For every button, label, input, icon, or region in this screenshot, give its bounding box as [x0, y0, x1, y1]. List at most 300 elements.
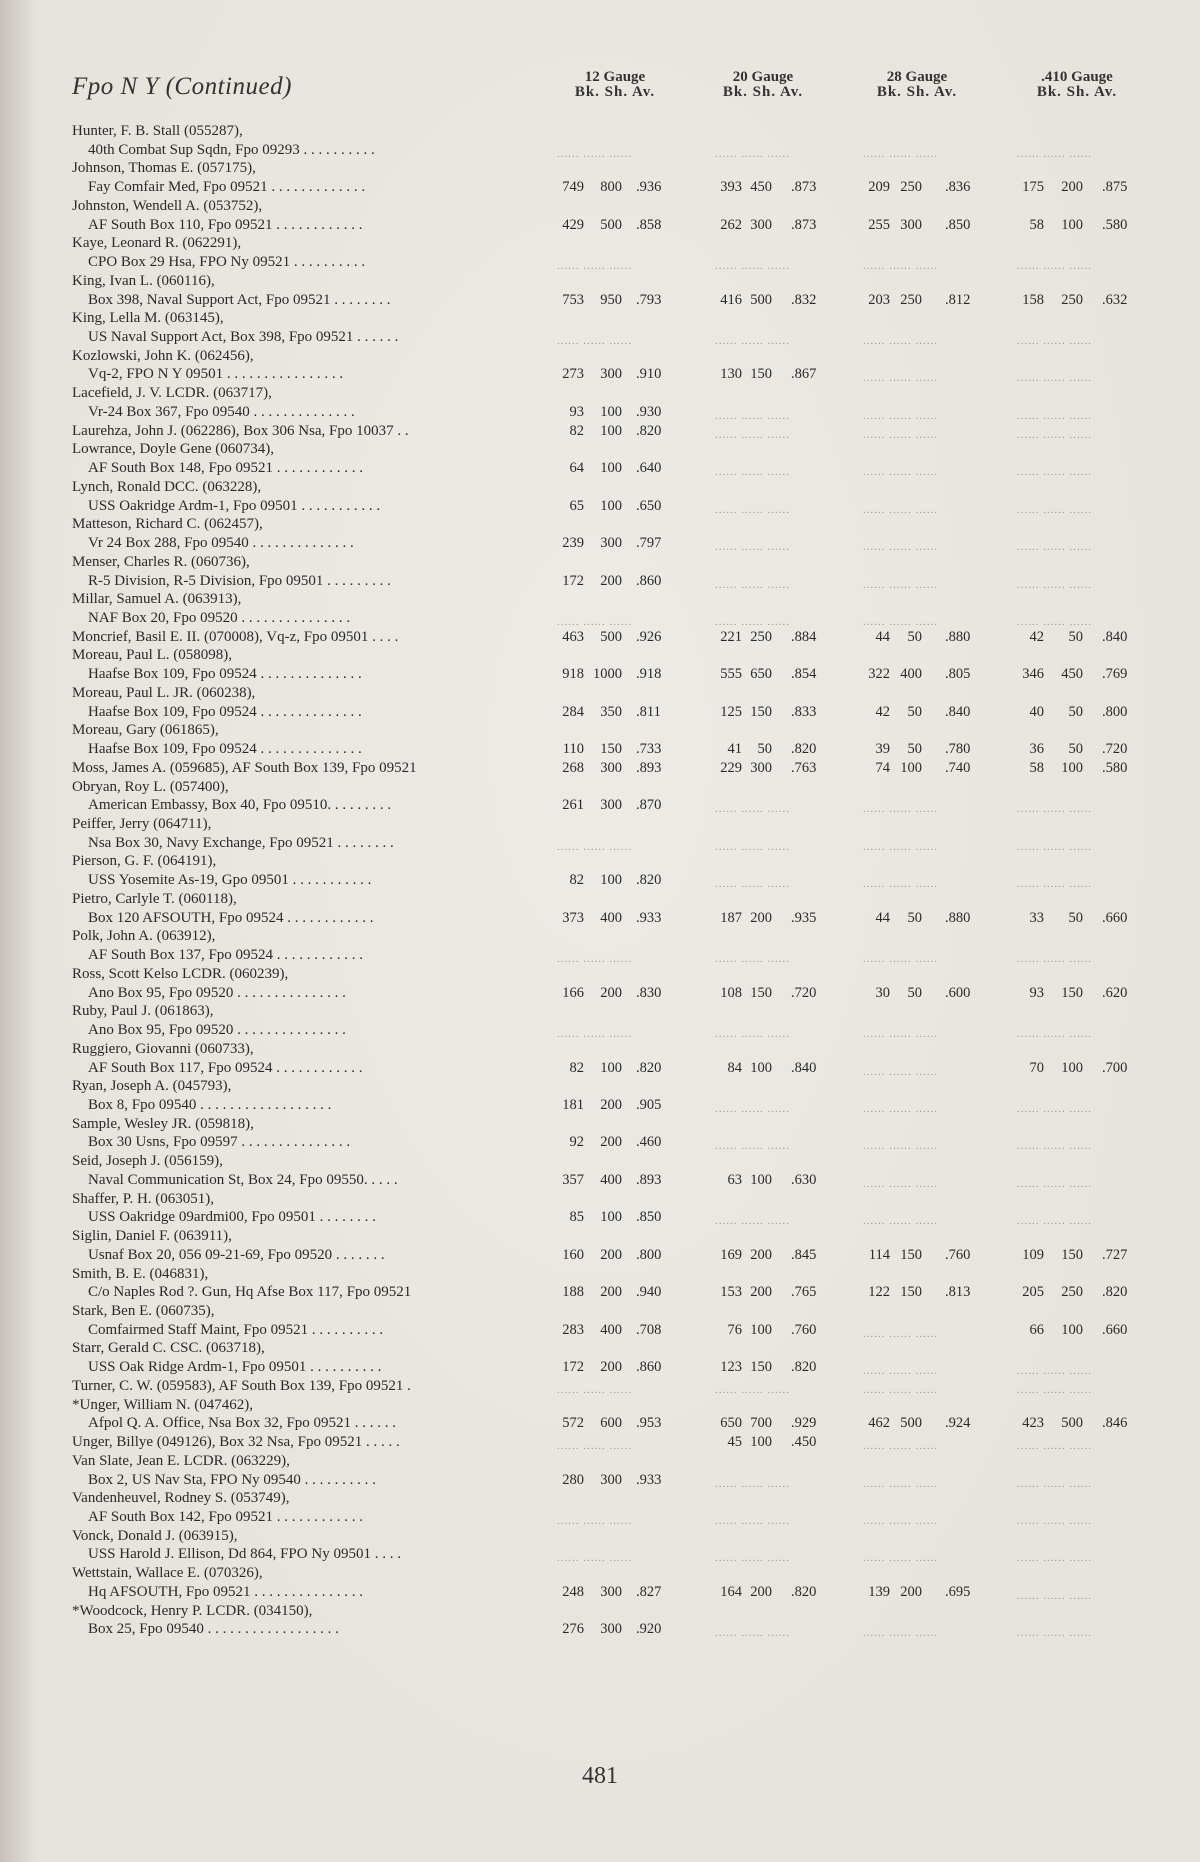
stat-sh: 50	[1068, 909, 1083, 926]
empty-cell-placeholder: ...... ...... ......	[715, 1215, 790, 1228]
stat-av: .893	[636, 1171, 662, 1188]
list-row	[0, 740, 1200, 759]
stat-av: .580	[1102, 759, 1128, 776]
empty-cell-placeholder: ...... ...... ......	[1017, 1589, 1092, 1602]
stat-av: .660	[1102, 1321, 1128, 1338]
stat-av: .873	[791, 179, 817, 196]
entry-address: USS Oakridge 09ardmi00, Fpo 09501 . . . . . . . .	[88, 1209, 376, 1226]
stat-sh: 400	[600, 1171, 622, 1188]
empty-cell-placeholder: ...... ...... ......	[863, 1102, 938, 1115]
stat-bk: 130	[720, 366, 742, 383]
empty-cell-placeholder: ...... ...... ......	[557, 1440, 632, 1453]
empty-cell-placeholder: ...... ...... ......	[863, 372, 938, 385]
entry-address: CPO Box 29 Hsa, FPO Ny 09521 . . . . . . . . . .	[88, 254, 366, 271]
stat-bk: 33	[1029, 909, 1044, 926]
entry-name: Stark, Ben E. (060735),	[72, 1302, 215, 1319]
stat-sh: 100	[600, 497, 622, 514]
gauge-subheader: Bk. Sh. Av.	[876, 84, 958, 100]
entry-name: Johnston, Wendell A. (053752),	[72, 197, 263, 214]
stat-sh: 200	[600, 572, 622, 589]
entry-address: R-5 Division, R-5 Division, Fpo 09501 . . . . . . . . .	[88, 572, 391, 589]
list-row	[0, 796, 1200, 815]
stat-av: .840	[791, 1059, 817, 1076]
entry-name: Millar, Samuel A. (063913),	[72, 591, 242, 608]
stat-bk: 110	[562, 741, 584, 758]
stat-av: .800	[636, 1246, 662, 1263]
list-row	[0, 965, 1200, 984]
empty-cell-placeholder: ...... ...... ......	[863, 147, 938, 160]
list-row	[0, 159, 1200, 178]
stat-av: .793	[636, 291, 662, 308]
stat-av: .800	[1102, 703, 1128, 720]
stat-sh: 200	[750, 909, 772, 926]
stat-bk: 66	[1029, 1321, 1044, 1338]
list-row	[0, 646, 1200, 665]
empty-cell-placeholder: ...... ...... ......	[715, 541, 790, 554]
list-row	[0, 384, 1200, 403]
gauge-subheader: Bk. Sh. Av.	[1036, 84, 1118, 100]
stat-sh: 250	[1061, 1284, 1083, 1301]
empty-cell-placeholder: ...... ...... ......	[1017, 428, 1092, 441]
list-row	[0, 1414, 1200, 1433]
stat-av: .765	[791, 1284, 817, 1301]
empty-cell-placeholder: ...... ...... ......	[715, 503, 790, 516]
list-row	[0, 665, 1200, 684]
stat-bk: 650	[720, 1415, 742, 1432]
empty-cell-placeholder: ...... ...... ......	[557, 615, 632, 628]
stat-sh: 50	[907, 909, 922, 926]
list-row	[0, 1190, 1200, 1209]
list-row	[0, 1115, 1200, 1134]
empty-cell-placeholder: ...... ...... ......	[715, 260, 790, 273]
stat-bk: 63	[727, 1171, 742, 1188]
list-row	[0, 234, 1200, 253]
stat-sh: 500	[600, 216, 622, 233]
stat-bk: 918	[562, 666, 584, 683]
entry-name: Ross, Scott Kelso LCDR. (060239),	[72, 965, 289, 982]
empty-cell-placeholder: ...... ...... ......	[557, 1515, 632, 1528]
entry-address: Box 2, US Nav Sta, FPO Ny 09540 . . . . . . . . . .	[88, 1471, 376, 1488]
stat-sh: 950	[600, 291, 622, 308]
empty-cell-placeholder: ...... ...... ......	[557, 840, 632, 853]
list-row	[0, 1208, 1200, 1227]
stat-bk: 169	[720, 1246, 742, 1263]
list-row	[0, 1021, 1200, 1040]
entry-address: USS Harold J. Ellison, Dd 864, FPO Ny 09501 . . . .	[88, 1546, 401, 1563]
stat-av: .812	[945, 291, 971, 308]
empty-cell-placeholder: ...... ...... ......	[1017, 260, 1092, 273]
stat-bk: 93	[569, 403, 584, 420]
stat-av: .924	[945, 1415, 971, 1432]
list-row	[0, 684, 1200, 703]
stat-bk: 172	[562, 572, 584, 589]
entry-name: King, Ivan L. (060116),	[72, 272, 215, 289]
entry-address: Hq AFSOUTH, Fpo 09521 . . . . . . . . . . . . . . .	[88, 1583, 364, 1600]
stat-bk: 139	[868, 1583, 890, 1600]
gauge-subheader: Bk. Sh. Av.	[722, 84, 804, 100]
empty-cell-placeholder: ...... ...... ......	[863, 1627, 938, 1640]
list-row	[0, 365, 1200, 384]
stat-av: .820	[1102, 1284, 1128, 1301]
gauge-label: .410 Gauge	[1041, 69, 1113, 85]
stat-sh: 50	[1068, 703, 1083, 720]
empty-cell-placeholder: ...... ...... ......	[557, 260, 632, 273]
stat-av: .929	[791, 1415, 817, 1432]
list-row	[0, 1489, 1200, 1508]
stat-av: .910	[636, 366, 662, 383]
list-row	[0, 1227, 1200, 1246]
list-row	[0, 1396, 1200, 1415]
stat-sh: 500	[750, 291, 772, 308]
stat-sh: 150	[1061, 984, 1083, 1001]
entry-address: Box 8, Fpo 09540 . . . . . . . . . . . . . . . . . .	[88, 1096, 332, 1113]
empty-cell-placeholder: ...... ...... ......	[863, 1327, 938, 1340]
stat-av: .832	[791, 291, 817, 308]
stat-bk: 153	[720, 1284, 742, 1301]
stat-sh: 100	[900, 759, 922, 776]
empty-cell-placeholder: ...... ...... ......	[715, 147, 790, 160]
entry-address: Vq-2, FPO N Y 09501 . . . . . . . . . . . . . . . .	[88, 366, 344, 383]
gauge-subheader: Bk. Sh. Av.	[574, 84, 656, 100]
list-row	[0, 1527, 1200, 1546]
entry-address: NAF Box 20, Fpo 09520 . . . . . . . . . . . . . . .	[88, 609, 351, 626]
stat-bk: 84	[727, 1059, 742, 1076]
stat-sh: 50	[907, 628, 922, 645]
stat-sh: 50	[907, 703, 922, 720]
stat-sh: 250	[900, 291, 922, 308]
empty-cell-placeholder: ...... ...... ......	[863, 840, 938, 853]
stat-av: .870	[636, 797, 662, 814]
stat-sh: 150	[750, 703, 772, 720]
list-row	[0, 572, 1200, 591]
stat-sh: 250	[1061, 291, 1083, 308]
list-row	[0, 347, 1200, 366]
entry-address: AF South Box 110, Fpo 09521 . . . . . . . . . . . .	[88, 216, 363, 233]
stat-sh: 200	[600, 1096, 622, 1113]
empty-cell-placeholder: ...... ...... ......	[863, 503, 938, 516]
empty-cell-placeholder: ...... ...... ......	[1017, 1365, 1092, 1378]
stat-bk: 181	[562, 1096, 584, 1113]
stat-sh: 1000	[593, 666, 622, 683]
entry-name: Kaye, Leonard R. (062291),	[72, 235, 242, 252]
empty-cell-placeholder: ...... ...... ......	[1017, 1515, 1092, 1528]
list-row	[0, 1377, 1200, 1396]
list-row	[0, 178, 1200, 197]
stat-av: .840	[1102, 628, 1128, 645]
empty-cell-placeholder: ...... ...... ......	[863, 1065, 938, 1078]
list-row	[0, 497, 1200, 516]
stat-sh: 500	[1061, 1415, 1083, 1432]
stat-sh: 300	[600, 797, 622, 814]
empty-cell-placeholder: ...... ...... ......	[715, 1477, 790, 1490]
empty-cell-placeholder: ...... ...... ......	[863, 1028, 938, 1041]
empty-cell-placeholder: ...... ...... ......	[715, 1140, 790, 1153]
stat-av: .850	[636, 1209, 662, 1226]
entry-name: Polk, John A. (063912),	[72, 928, 216, 945]
stat-sh: 600	[600, 1415, 622, 1432]
list-row	[0, 1265, 1200, 1284]
list-row	[0, 1602, 1200, 1621]
stat-av: .867	[791, 366, 817, 383]
stat-av: .940	[636, 1284, 662, 1301]
stat-bk: 205	[1022, 1284, 1044, 1301]
stat-sh: 50	[1068, 628, 1083, 645]
stat-sh: 200	[1061, 179, 1083, 196]
entry-name: Moreau, Paul L. (058098),	[72, 647, 232, 664]
empty-cell-placeholder: ...... ...... ......	[1017, 1552, 1092, 1565]
stat-av: .873	[791, 216, 817, 233]
entry-address: Afpol Q. A. Office, Nsa Box 32, Fpo 09521 . . . . . .	[88, 1415, 397, 1432]
stat-bk: 58	[1029, 216, 1044, 233]
stat-av: .836	[945, 179, 971, 196]
stat-sh: 400	[900, 666, 922, 683]
stat-sh: 300	[600, 1471, 622, 1488]
entry-address: C/o Naples Rod ?. Gun, Hq Afse Box 117, Fpo 09521	[88, 1284, 412, 1301]
list-row	[0, 141, 1200, 160]
stat-av: .630	[791, 1171, 817, 1188]
stat-bk: 463	[562, 628, 584, 645]
empty-cell-placeholder: ...... ...... ......	[1017, 466, 1092, 479]
list-row	[0, 1096, 1200, 1115]
empty-cell-placeholder: ...... ...... ......	[863, 1215, 938, 1228]
stat-bk: 268	[562, 759, 584, 776]
empty-cell-placeholder: ...... ...... ......	[1017, 878, 1092, 891]
empty-cell-placeholder: ...... ...... ......	[1017, 1140, 1092, 1153]
stat-bk: 82	[569, 872, 584, 889]
entry-address: AF South Box 137, Fpo 09524 . . . . . . . . . . . .	[88, 947, 364, 964]
list-row	[0, 1545, 1200, 1564]
stat-bk: 187	[720, 909, 742, 926]
list-row	[0, 721, 1200, 740]
stat-av: .813	[945, 1284, 971, 1301]
entry-name: Ruggiero, Giovanni (060733),	[72, 1040, 254, 1057]
stat-av: .820	[791, 741, 817, 758]
entry-address: American Embassy, Box 40, Fpo 09510. . . . . . . . .	[88, 797, 392, 814]
empty-cell-placeholder: ...... ...... ......	[863, 578, 938, 591]
stat-av: .600	[945, 984, 971, 1001]
stat-av: .820	[791, 1359, 817, 1376]
entry-name: Vandenheuvel, Rodney S. (053749),	[72, 1490, 290, 1507]
list-row	[0, 440, 1200, 459]
stat-bk: 39	[875, 741, 890, 758]
empty-cell-placeholder: ...... ...... ......	[1017, 1177, 1092, 1190]
empty-cell-placeholder: ...... ...... ......	[715, 1102, 790, 1115]
list-row	[0, 515, 1200, 534]
gauge-label: 28 Gauge	[886, 69, 948, 85]
stat-sh: 350	[600, 703, 622, 720]
stat-av: .846	[1102, 1415, 1128, 1432]
stat-bk: 44	[875, 628, 890, 645]
stat-av: .860	[636, 1359, 662, 1376]
entry-address: AF South Box 148, Fpo 09521 . . . . . . . . . . . .	[88, 460, 364, 477]
list-row	[0, 759, 1200, 778]
list-row	[0, 778, 1200, 797]
stat-sh: 100	[600, 872, 622, 889]
stat-av: .926	[636, 628, 662, 645]
entry-address: Naval Communication St, Box 24, Fpo 09550. . . . .	[88, 1171, 398, 1188]
stat-bk: 164	[720, 1583, 742, 1600]
entry-name: Pietro, Carlyle T. (060118),	[72, 890, 237, 907]
stat-bk: 123	[720, 1359, 742, 1376]
list-row	[0, 534, 1200, 553]
empty-cell-placeholder: ...... ...... ......	[715, 840, 790, 853]
entry-address: 40th Combat Sup Sqdn, Fpo 09293 . . . . . . . . . .	[88, 141, 375, 158]
stat-sh: 100	[750, 1321, 772, 1338]
empty-cell-placeholder: ...... ...... ......	[715, 615, 790, 628]
stat-sh: 700	[750, 1415, 772, 1432]
stat-bk: 74	[875, 759, 890, 776]
stat-av: .827	[636, 1583, 662, 1600]
list-row	[0, 1059, 1200, 1078]
list-row	[0, 122, 1200, 141]
stat-bk: 416	[720, 291, 742, 308]
stat-sh: 100	[1061, 759, 1083, 776]
empty-cell-placeholder: ...... ...... ......	[1017, 840, 1092, 853]
stat-av: .720	[1102, 741, 1128, 758]
empty-cell-placeholder: ...... ...... ......	[863, 428, 938, 441]
list-row	[0, 946, 1200, 965]
stat-av: .905	[636, 1096, 662, 1113]
entry-address: Ano Box 95, Fpo 09520 . . . . . . . . . . . . . . .	[88, 1022, 346, 1039]
stat-av: .953	[636, 1415, 662, 1432]
stat-sh: 500	[600, 628, 622, 645]
entry-name: Van Slate, Jean E. LCDR. (063229),	[72, 1452, 290, 1469]
stat-av: .933	[636, 909, 662, 926]
stat-bk: 429	[562, 216, 584, 233]
entry-address: Haafse Box 109, Fpo 09524 . . . . . . . . . . . . . .	[88, 666, 362, 683]
stat-av: .820	[636, 422, 662, 439]
stat-bk: 172	[562, 1359, 584, 1376]
entry-name: Moreau, Gary (061865),	[72, 722, 219, 739]
stat-sh: 50	[1068, 741, 1083, 758]
list-row	[0, 422, 1200, 441]
stat-av: .820	[636, 1059, 662, 1076]
empty-cell-placeholder: ...... ...... ......	[863, 1477, 938, 1490]
stat-av: .820	[636, 872, 662, 889]
entry-name: Moss, James A. (059685), AF South Box 139, Fpo 09521	[72, 759, 417, 776]
stat-av: .695	[945, 1583, 971, 1600]
stat-bk: 248	[562, 1583, 584, 1600]
entry-name: *Woodcock, Henry P. LCDR. (034150),	[72, 1602, 313, 1619]
stat-av: .700	[1102, 1059, 1128, 1076]
empty-cell-placeholder: ...... ...... ......	[1017, 1102, 1092, 1115]
stat-av: .893	[636, 759, 662, 776]
entry-name: Unger, Billye (049126), Box 32 Nsa, Fpo 09521 . . . . .	[72, 1434, 400, 1451]
list-row	[0, 309, 1200, 328]
column-header-410-gauge	[1018, 70, 1136, 100]
stat-av: .935	[791, 909, 817, 926]
list-row	[0, 1283, 1200, 1302]
list-row	[0, 909, 1200, 928]
list-row	[0, 1077, 1200, 1096]
stat-av: .936	[636, 179, 662, 196]
list-row	[0, 1471, 1200, 1490]
stat-bk: 175	[1022, 179, 1044, 196]
stat-sh: 150	[750, 366, 772, 383]
stat-av: .797	[636, 535, 662, 552]
entry-name: Lacefield, J. V. LCDR. (063717),	[72, 385, 272, 402]
empty-cell-placeholder: ...... ...... ......	[863, 1440, 938, 1453]
list-row	[0, 984, 1200, 1003]
list-row	[0, 1152, 1200, 1171]
entry-name: Lynch, Ronald DCC. (063228),	[72, 478, 262, 495]
list-row	[0, 1339, 1200, 1358]
stat-av: .884	[791, 628, 817, 645]
stat-av: .708	[636, 1321, 662, 1338]
stat-bk: 108	[720, 984, 742, 1001]
empty-cell-placeholder: ...... ...... ......	[557, 1383, 632, 1396]
stat-sh: 200	[600, 1246, 622, 1263]
stat-bk: 276	[562, 1621, 584, 1638]
empty-cell-placeholder: ...... ...... ......	[1017, 1215, 1092, 1228]
stat-bk: 166	[562, 984, 584, 1001]
stat-av: .720	[791, 984, 817, 1001]
stat-sh: 300	[600, 1583, 622, 1600]
stat-bk: 753	[562, 291, 584, 308]
entry-name: Siglin, Daniel F. (063911),	[72, 1228, 232, 1245]
stat-bk: 64	[569, 460, 584, 477]
empty-cell-placeholder: ...... ...... ......	[715, 335, 790, 348]
stat-sh: 50	[907, 984, 922, 1001]
entry-name: Menser, Charles R. (060736),	[72, 553, 250, 570]
list-row	[0, 291, 1200, 310]
stat-bk: 423	[1022, 1415, 1044, 1432]
stat-bk: 357	[562, 1171, 584, 1188]
list-row	[0, 1133, 1200, 1152]
stat-bk: 261	[562, 797, 584, 814]
list-row	[0, 216, 1200, 235]
entry-address: Box 30 Usns, Fpo 09597 . . . . . . . . . . . . . . .	[88, 1134, 351, 1151]
list-row	[0, 403, 1200, 422]
stat-av: .860	[636, 572, 662, 589]
stat-av: .805	[945, 666, 971, 683]
empty-cell-placeholder: ...... ...... ......	[715, 428, 790, 441]
stat-bk: 462	[868, 1415, 890, 1432]
column-header-20-gauge	[708, 70, 818, 100]
empty-cell-placeholder: ...... ...... ......	[1017, 541, 1092, 554]
entry-address: USS Yosemite As-19, Gpo 09501 . . . . . . . . . . .	[88, 872, 372, 889]
page-number: 481	[582, 1763, 618, 1789]
empty-cell-placeholder: ...... ...... ......	[715, 1627, 790, 1640]
list-row	[0, 1620, 1200, 1639]
stat-av: .933	[636, 1471, 662, 1488]
entry-address: Ano Box 95, Fpo 09520 . . . . . . . . . . . . . . .	[88, 984, 346, 1001]
list-row	[0, 1583, 1200, 1602]
entry-address: USS Oakridge Ardm-1, Fpo 09501 . . . . . . . . . . .	[88, 497, 381, 514]
stat-av: .620	[1102, 984, 1128, 1001]
column-header-12-gauge	[555, 70, 675, 100]
stat-bk: 262	[720, 216, 742, 233]
stat-bk: 346	[1022, 666, 1044, 683]
stat-bk: 70	[1029, 1059, 1044, 1076]
stat-sh: 300	[600, 759, 622, 776]
list-row	[0, 834, 1200, 853]
list-row	[0, 328, 1200, 347]
list-row	[0, 553, 1200, 572]
empty-cell-placeholder: ...... ...... ......	[1017, 953, 1092, 966]
stat-av: .632	[1102, 291, 1128, 308]
entry-address: AF South Box 117, Fpo 09524 . . . . . . . . . . . .	[88, 1059, 363, 1076]
stat-bk: 114	[868, 1246, 890, 1263]
stat-bk: 45	[727, 1434, 742, 1451]
stat-sh: 200	[600, 1284, 622, 1301]
list-row	[0, 590, 1200, 609]
entry-name: Pierson, G. F. (064191),	[72, 853, 217, 870]
stat-sh: 150	[900, 1246, 922, 1263]
entry-address: US Naval Support Act, Box 398, Fpo 09521 . . . . . .	[88, 329, 399, 346]
stat-bk: 203	[868, 291, 890, 308]
stat-av: .830	[636, 984, 662, 1001]
